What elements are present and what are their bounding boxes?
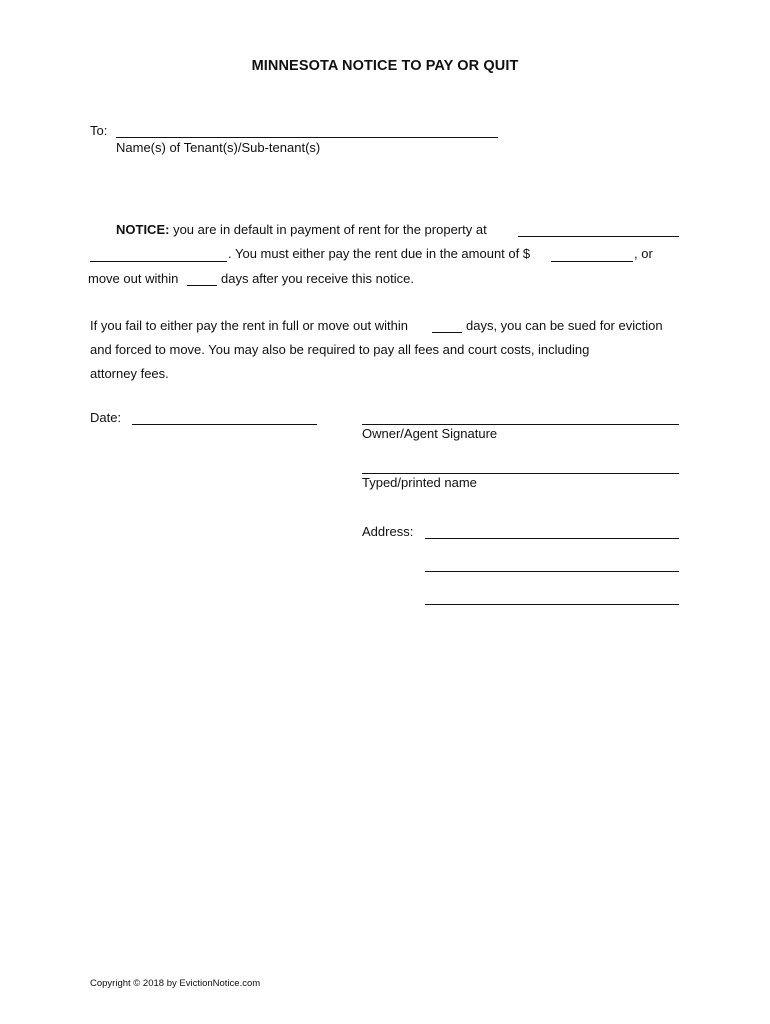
rent-amount-line[interactable] [551,261,633,262]
document-title: MINNESOTA NOTICE TO PAY OR QUIT [251,58,519,74]
notice-text-3a: move out within [88,271,179,286]
to-label: To: [90,123,108,138]
address-line-3[interactable] [425,604,679,605]
signature-line[interactable] [362,424,679,425]
consequence-text-1a: If you fail to either pay the rent in full or move out within [90,318,408,333]
address-label: Address: [362,524,414,539]
consequence-text-2: and forced to move. You may also be required to pay all fees and court costs, including [90,342,590,357]
days-line-2[interactable] [432,332,462,333]
date-label: Date: [90,410,122,425]
property-address-line-2[interactable] [90,261,227,262]
address-line-1[interactable] [425,538,679,539]
notice-text-2b: , or [634,246,653,261]
notice-text-3b: days after you receive this notice. [221,271,414,286]
typed-name-caption: Typed/printed name [362,475,477,490]
notice-text-1: you are in default in payment of rent for the property at [173,222,487,237]
property-address-line[interactable] [518,236,679,237]
notice-lead: NOTICE: [116,222,170,237]
date-line[interactable] [132,424,317,425]
notice-line-1 [116,222,487,238]
notice-text-2a: . You must either pay the rent due in the amount of $ [228,246,531,261]
days-line-1[interactable] [187,285,217,286]
consequence-text-1b: days, you can be sued for eviction [466,318,663,333]
typed-name-line[interactable] [362,473,679,474]
address-line-2[interactable] [425,571,679,572]
consequence-text-3: attorney fees. [90,366,169,381]
copyright-footer: Copyright © 2018 by EvictionNotice.com [90,978,261,989]
signature-caption: Owner/Agent Signature [362,426,498,441]
tenant-name-line[interactable] [116,137,498,138]
tenant-name-caption: Name(s) of Tenant(s)/Sub-tenant(s) [116,140,321,155]
